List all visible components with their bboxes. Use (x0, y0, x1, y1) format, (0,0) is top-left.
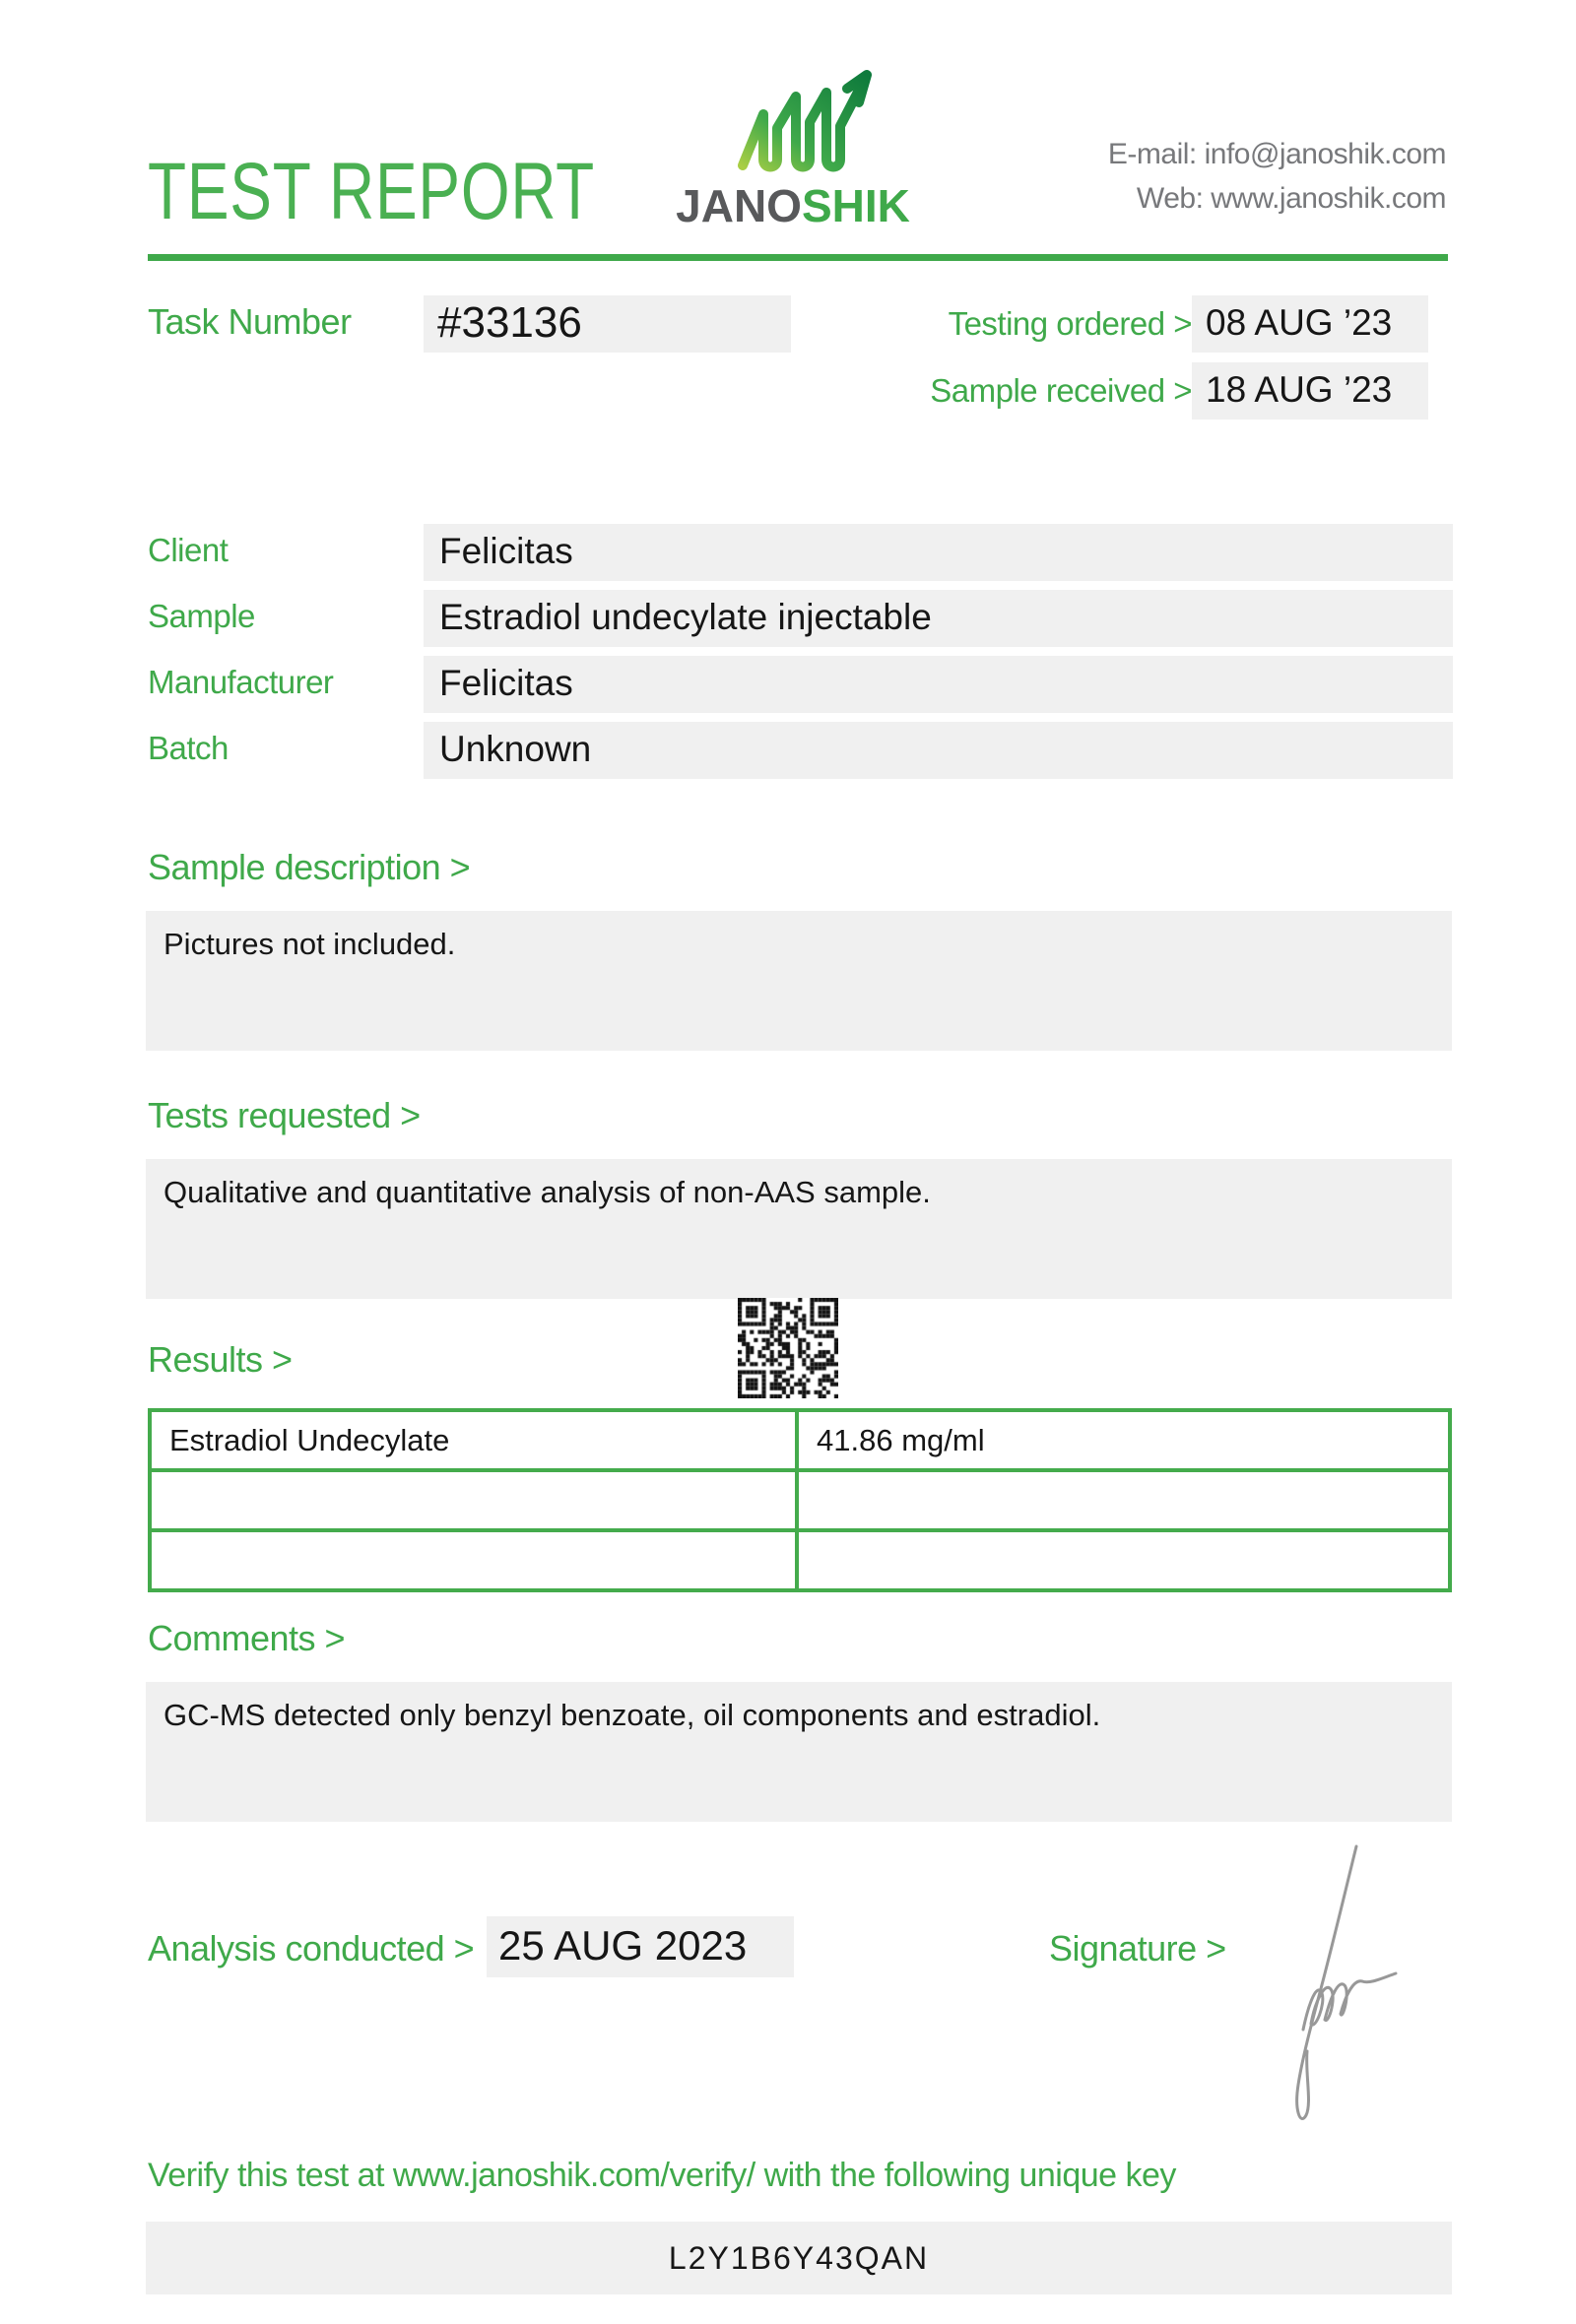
batch-value: Unknown (439, 729, 592, 769)
analysis-conducted-label: Analysis conducted > (148, 1928, 475, 1969)
tests-requested-heading: Tests requested > (148, 1095, 421, 1135)
verify-instruction: Verify this test at www.janoshik.com/verify/ with the following unique key (148, 2157, 1176, 2194)
manufacturer-value-box (424, 656, 1453, 713)
sample-description-heading: Sample description > (148, 847, 471, 887)
comments-text: GC-MS detected only benzyl benzoate, oil components and estradiol. (164, 1698, 1101, 1732)
sample-value: Estradiol undecylate injectable (439, 597, 932, 637)
result-value-cell (799, 1472, 1448, 1528)
task-number-value-box (424, 295, 791, 353)
sample-received-value-box (1192, 362, 1428, 420)
signature-graphic (1246, 1837, 1443, 2137)
sample-label: Sample (148, 598, 255, 634)
result-value-cell: 41.86 mg/ml (817, 1422, 985, 1457)
manufacturer-label: Manufacturer (148, 664, 334, 700)
testing-ordered-value-box (1192, 295, 1428, 353)
header-divider (148, 254, 1448, 261)
logo-chart-icon (731, 67, 885, 177)
task-number-value: #33136 (437, 298, 582, 347)
table-row (152, 1528, 1448, 1588)
client-value-box (424, 524, 1453, 581)
table-row (152, 1412, 1448, 1468)
client-value: Felicitas (439, 531, 573, 571)
results-table (148, 1408, 1452, 1592)
comments-box (146, 1682, 1452, 1822)
batch-label: Batch (148, 730, 229, 766)
manufacturer-value: Felicitas (439, 663, 573, 703)
result-substance-cell: Estradiol Undecylate (152, 1412, 799, 1468)
testing-ordered-value: 08 AUG ’23 (1206, 302, 1393, 343)
sample-received-value: 18 AUG ’23 (1206, 369, 1393, 410)
results-heading: Results > (148, 1339, 293, 1380)
task-number-label: Task Number (148, 301, 352, 342)
analysis-date-value: 25 AUG 2023 (498, 1922, 748, 1969)
qr-code (738, 1298, 838, 1398)
tests-requested-text: Qualitative and quantitative analysis of non-AAS sample. (164, 1175, 931, 1209)
logo-jano-text: JANO (676, 180, 802, 231)
signature-label: Signature > (1049, 1928, 1226, 1969)
logo-wordmark (635, 179, 951, 232)
result-value-cell (799, 1532, 1448, 1588)
analysis-date-box (487, 1916, 794, 1977)
sample-description-text: Pictures not included. (164, 927, 456, 961)
sample-received-label: Sample received > (930, 372, 1192, 409)
comments-heading: Comments > (148, 1618, 346, 1658)
contact-email: E-mail: info@janoshik.com (1107, 138, 1446, 170)
unique-key-value: L2Y1B6Y43QAN (668, 2240, 930, 2276)
sample-value-box (424, 590, 1453, 647)
page-title: TEST REPORT (148, 147, 596, 236)
contact-web: Web: www.janoshik.com (1136, 182, 1446, 215)
result-substance-cell (152, 1532, 799, 1588)
client-label: Client (148, 532, 229, 568)
testing-ordered-label: Testing ordered > (948, 305, 1192, 342)
logo-shik-text: SHIK (801, 180, 910, 231)
batch-value-box (424, 722, 1453, 779)
tests-requested-box (146, 1159, 1452, 1299)
contact-block (1108, 132, 1446, 221)
sample-description-box (146, 911, 1452, 1051)
result-substance-cell (152, 1472, 799, 1528)
unique-key-box (146, 2222, 1452, 2294)
table-row (152, 1468, 1448, 1528)
